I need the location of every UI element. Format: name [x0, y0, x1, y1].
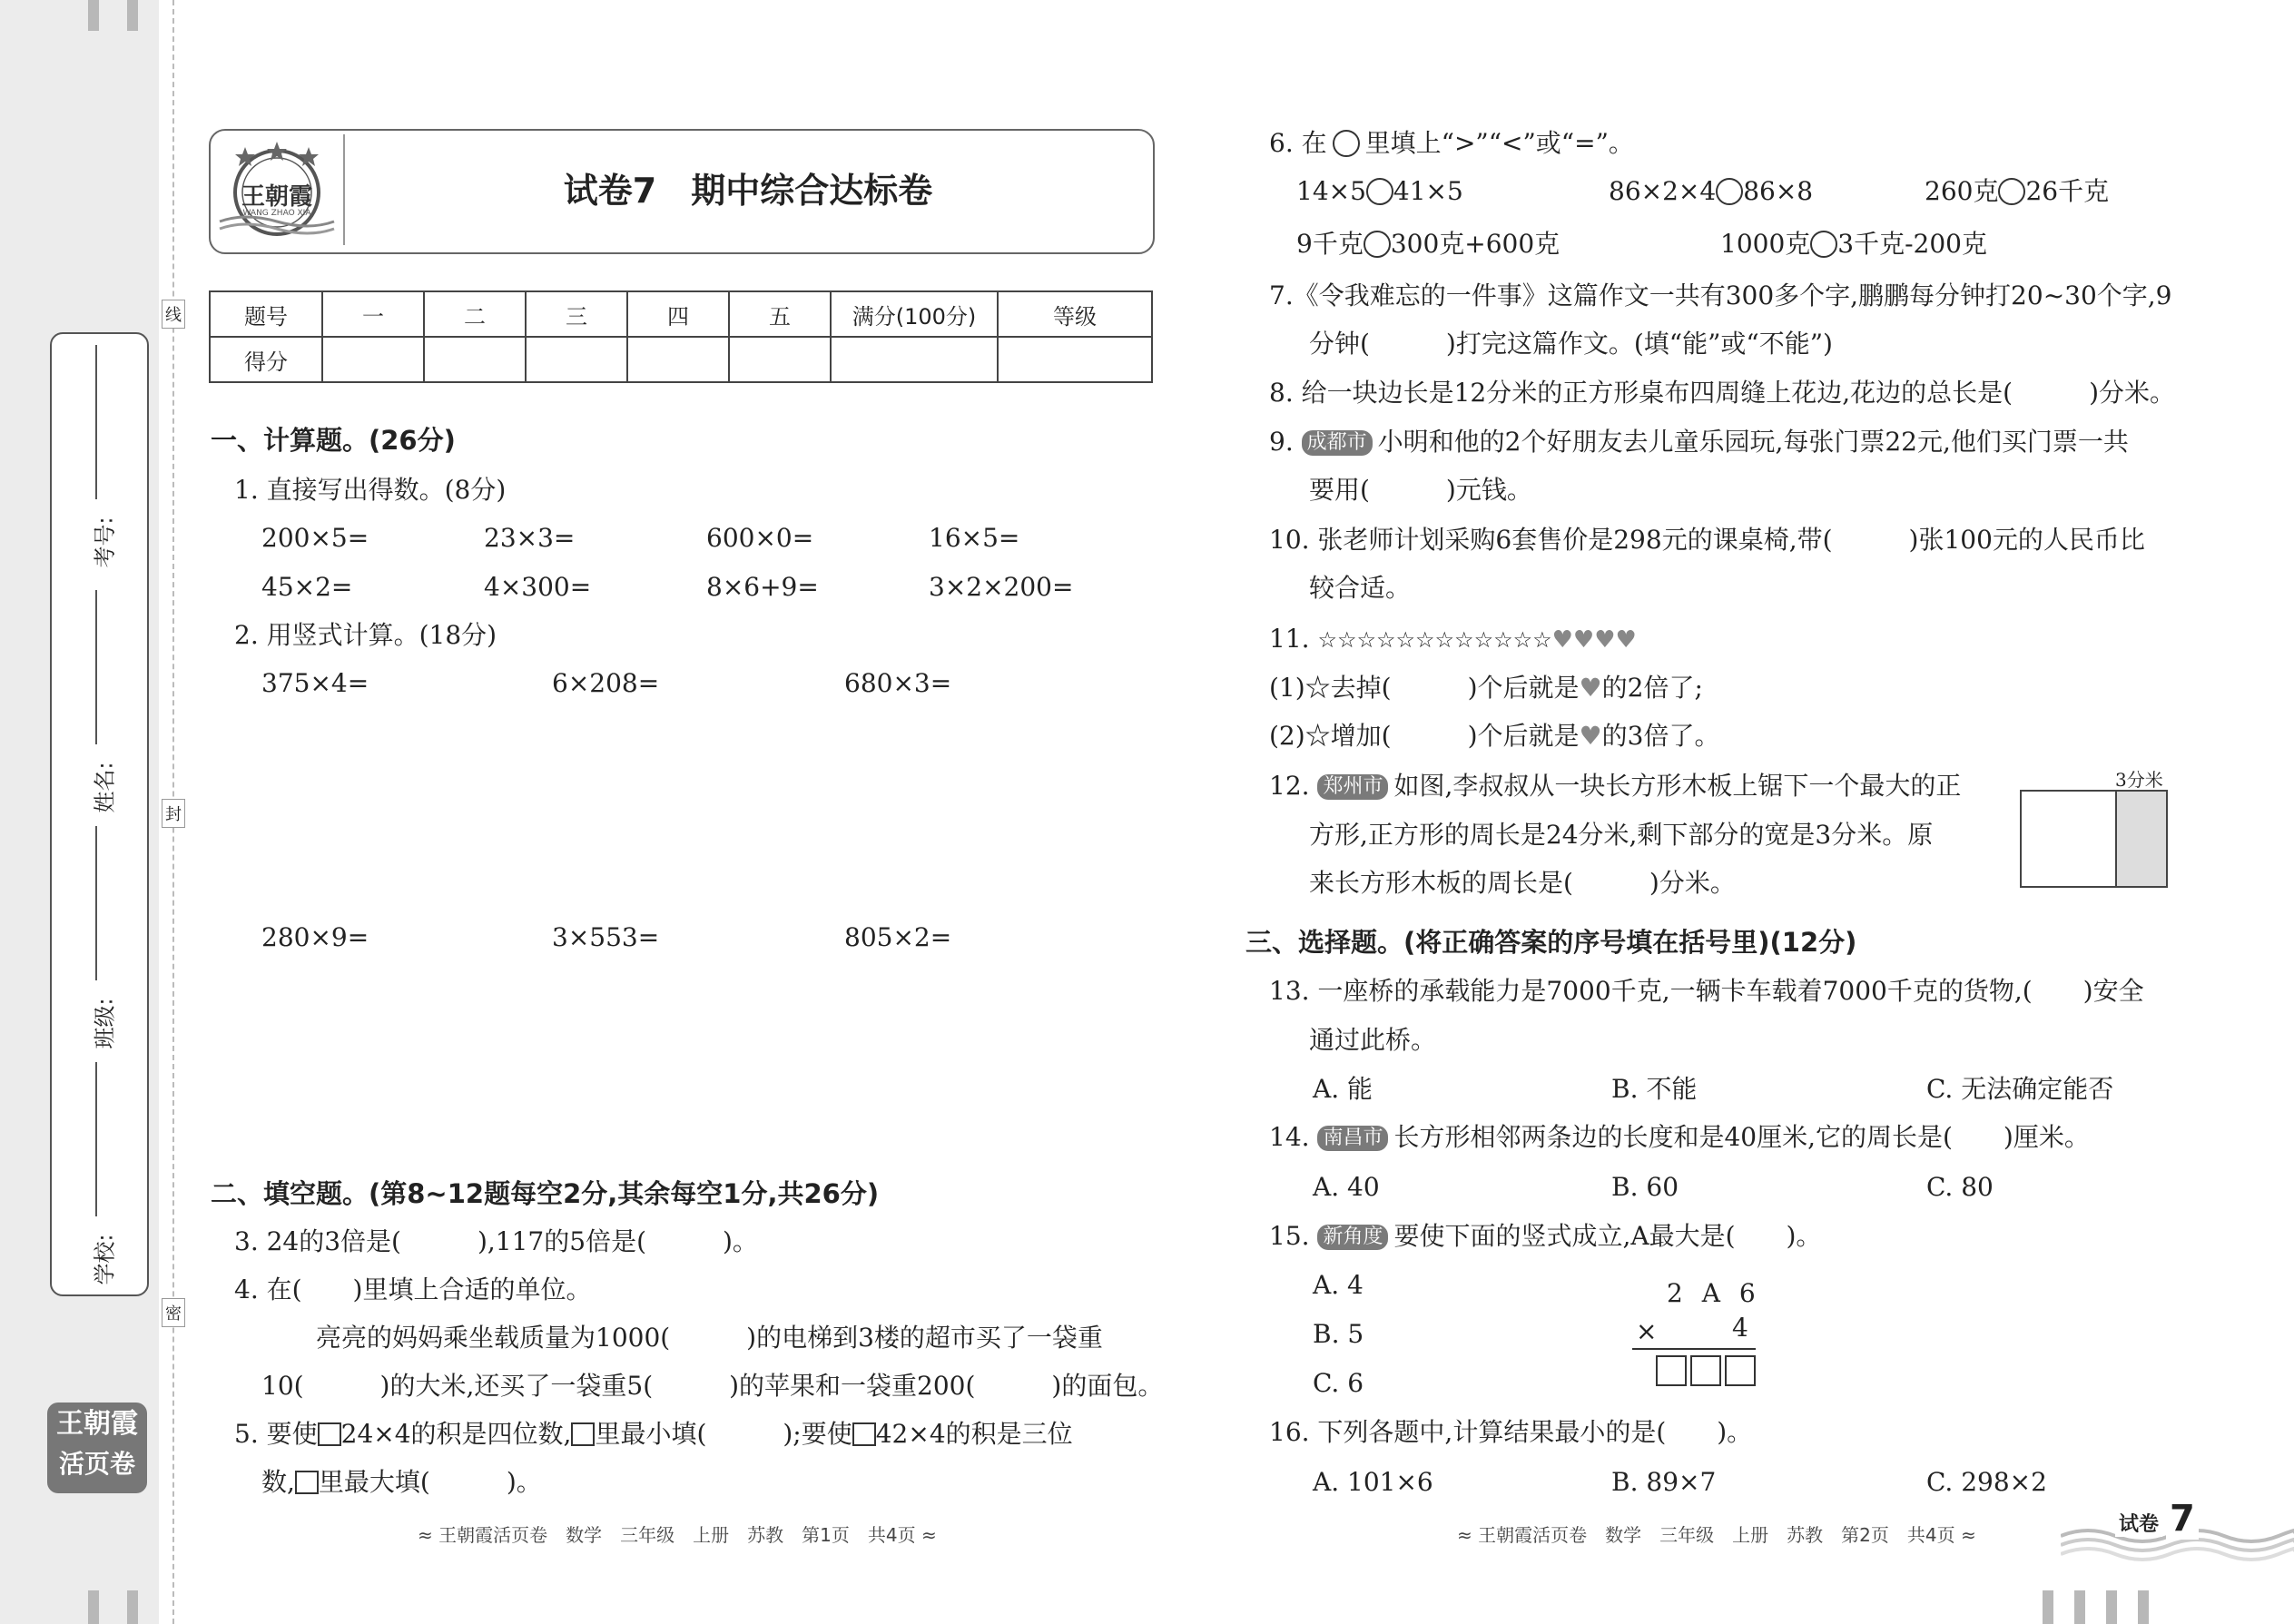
score-table-header: 三 — [526, 291, 627, 337]
q12-figure — [2020, 790, 2168, 888]
q8-text: 8. 给一块边长是12分米的正方形桌布四周缝上花边,花边的总长是( )分米。 — [1269, 378, 2175, 408]
region-tag: 郑州市 — [1317, 774, 1388, 800]
bottom-marker-6 — [2138, 1590, 2149, 1624]
q6-item: 9千克 300克+600克 — [1296, 229, 1561, 259]
logo-text: 王朝霞 — [241, 183, 312, 211]
section2-heading: 二、填空题。(第8~12题每空2分,其余每空1分,共26分) — [211, 1178, 880, 1209]
score-cell[interactable] — [526, 337, 627, 382]
q11-line: 11. ☆☆☆☆☆☆☆☆☆☆☆☆♥♥♥♥ — [1269, 624, 1637, 654]
q13-line1: 13. 一座桥的承载能力是7000千克,一辆卡车载着7000千克的货物,( )安全 — [1269, 976, 2144, 1006]
compare-circle[interactable] — [1366, 178, 1393, 205]
score-table-header: 五 — [729, 291, 831, 337]
q2-item: 680×3= — [844, 668, 952, 698]
q12-figure-label: 3分米 — [2115, 769, 2163, 791]
footer-deco: ≈ — [1457, 1524, 1472, 1546]
q14-option[interactable]: C. 80 — [1926, 1172, 1994, 1202]
heart-icon: ♥ — [1579, 673, 1602, 703]
section1-heading: 一、计算题。(26分) — [211, 425, 456, 456]
q4-line1: 亮亮的妈妈乘坐载质量为1000( )的电梯到3楼的超市买了一袋重 — [316, 1323, 1103, 1353]
q13-option[interactable]: A. 能 — [1313, 1074, 1373, 1104]
q10-line2: 较合适。 — [1309, 573, 1412, 603]
school-field[interactable]: 学校: — [86, 1062, 113, 1280]
q1-item: 16×5= — [929, 523, 1020, 553]
q1-item: 4×300= — [484, 572, 592, 602]
q15-option[interactable]: B. 5 — [1313, 1319, 1364, 1349]
vertical-operator: × — [1636, 1316, 1658, 1346]
blank-square[interactable] — [571, 1422, 595, 1446]
q12-line3: 来长方形木板的周长是( )分米。 — [1309, 868, 1736, 898]
q15-line: 15. 新角度 要使下面的竖式成立,A最大是( )。 — [1269, 1221, 1822, 1251]
q2-item: 805×2= — [844, 922, 952, 952]
blank-square[interactable] — [295, 1471, 319, 1494]
q9-line2: 要用( )元钱。 — [1309, 475, 1532, 505]
q2-item: 280×9= — [261, 922, 369, 952]
footer-deco: ≈ — [921, 1524, 937, 1546]
q16-option[interactable]: B. 89×7 — [1611, 1467, 1717, 1497]
answer-boxes — [1656, 1355, 1756, 1386]
q2-item: 6×208= — [552, 668, 660, 698]
section3-heading: 三、选择题。(将正确答案的序号填在括号里)(12分) — [1245, 927, 1857, 958]
q6-item: 1000克 3千克-200克 — [1720, 229, 1987, 259]
q1-item: 600×0= — [706, 523, 814, 553]
brand-stamp: 王朝霞 活页卷 — [47, 1403, 147, 1493]
vertical-rule — [1632, 1348, 1756, 1350]
q6-item: 14×5 41×5 — [1296, 176, 1463, 206]
compare-circle[interactable] — [1364, 231, 1391, 258]
q6-item: 260克 26千克 — [1925, 176, 2110, 206]
score-row-label: 得分 — [210, 337, 322, 382]
blank-square[interactable] — [318, 1422, 341, 1446]
q13-option[interactable]: C. 无法确定能否 — [1926, 1074, 2114, 1104]
name-field[interactable]: 姓名: — [86, 590, 113, 817]
q13-option[interactable]: B. 不能 — [1611, 1074, 1698, 1104]
score-cell[interactable] — [322, 337, 424, 382]
vertical-top-number: 2 A 6 — [1667, 1278, 1761, 1308]
score-cell[interactable] — [424, 337, 526, 382]
q12-line1: 12. 郑州市 如图,李叔叔从一块长方形木板上锯下一个最大的正 — [1269, 771, 1962, 801]
compare-circle[interactable] — [1333, 130, 1360, 157]
paper-badge — [2061, 1498, 2294, 1570]
footer-right: ≈ 王朝霞活页卷 数学 三年级 上册 苏教 第2页 共4页 ≈ — [1457, 1524, 1976, 1546]
score-cell[interactable] — [729, 337, 831, 382]
q14-option[interactable]: A. 40 — [1313, 1172, 1380, 1202]
q4-line2: 10( )的大米,还买了一袋重5( )的苹果和一袋重200( )的面包。 — [261, 1371, 1164, 1401]
compare-circle[interactable] — [1998, 178, 2025, 205]
q6-label: 6. 在 里填上“>”“<”或“=”。 — [1269, 128, 1634, 158]
q2-label: 2. 用竖式计算。(18分) — [234, 620, 497, 650]
q1-item: 45×2= — [261, 572, 353, 602]
q2-item: 375×4= — [261, 668, 369, 698]
footer-deco: ≈ — [418, 1524, 433, 1546]
q13-line2: 通过此桥。 — [1309, 1025, 1437, 1055]
logo-seal — [218, 138, 336, 241]
top-marker-2 — [127, 0, 138, 31]
region-tag: 成都市 — [1302, 430, 1373, 456]
q2-item: 3×553= — [552, 922, 660, 952]
q6-item: 86×2×4 86×8 — [1609, 176, 1814, 206]
blank-square[interactable] — [852, 1422, 876, 1446]
top-marker-1 — [88, 0, 99, 31]
score-table-header: 四 — [627, 291, 729, 337]
q15-option[interactable]: A. 4 — [1313, 1270, 1364, 1300]
score-table — [209, 290, 1153, 383]
paper-badge-number: 7 — [2166, 1498, 2199, 1540]
binding-char-feng: 封 — [162, 799, 185, 828]
score-cell[interactable] — [831, 337, 998, 382]
bottom-marker-4 — [2074, 1590, 2085, 1624]
score-table-score-row — [210, 337, 1152, 382]
q11-sub1: (1)☆去掉( )个后就是♥的2倍了; — [1269, 673, 1703, 703]
score-table-header-row — [210, 291, 1152, 337]
score-table-header: 二 — [424, 291, 526, 337]
answer-box[interactable] — [1690, 1355, 1721, 1386]
footer-left: ≈ 王朝霞活页卷 数学 三年级 上册 苏教 第1页 共4页 ≈ — [418, 1524, 937, 1546]
logo-subtext: WANG ZHAO XIA — [242, 209, 311, 218]
q3-text: 3. 24的3倍是( ),117的5倍是( )。 — [234, 1226, 758, 1256]
q16-option[interactable]: A. 101×6 — [1313, 1467, 1433, 1497]
q1-item: 8×6+9= — [706, 572, 819, 602]
q12-figure-remainder — [2115, 792, 2166, 886]
q14-line: 14. 南昌市 长方形相邻两条边的长度和是40厘米,它的周长是( )厘米。 — [1269, 1122, 2090, 1152]
binding-char-xian: 线 — [162, 300, 185, 329]
q12-line2: 方形,正方形的周长是24分米,剩下部分的宽是3分米。原 — [1309, 820, 1934, 850]
score-cell[interactable] — [627, 337, 729, 382]
compare-circle[interactable] — [1716, 178, 1743, 205]
q1-item: 3×2×200= — [929, 572, 1074, 602]
heart-icon: ♥ — [1579, 721, 1602, 751]
answer-box[interactable] — [1725, 1355, 1756, 1386]
region-tag: 南昌市 — [1317, 1126, 1388, 1151]
q5-line1: 5. 要使 24×4的积是四位数, 里最小填( );要使 42×4的积是三位 — [234, 1419, 1073, 1449]
q16-option[interactable]: C. 298×2 — [1926, 1467, 2047, 1497]
q7-line2: 分钟( )打完这篇作文。(填“能”或“不能”) — [1309, 329, 1833, 359]
star-row: ☆☆☆☆☆☆☆☆☆☆☆☆ — [1317, 627, 1552, 653]
score-table-header: 一 — [322, 291, 424, 337]
q1-item: 23×3= — [484, 523, 576, 553]
score-cell[interactable] — [998, 337, 1152, 382]
q10-line1: 10. 张老师计划采购6套售价是298元的课桌椅,带( )张100元的人民币比 — [1269, 525, 2145, 555]
q14-option[interactable]: B. 60 — [1611, 1172, 1679, 1202]
q9-line1: 9. 成都市 小明和他的2个好朋友去儿童乐园玩,每张门票22元,他们买门票一共 — [1269, 427, 2129, 457]
q4-label: 4. 在( )里填上合适的单位。 — [234, 1275, 592, 1304]
q16-text: 16. 下列各题中,计算结果最小的是( )。 — [1269, 1417, 1753, 1447]
bottom-marker-3 — [2043, 1590, 2053, 1624]
page-title: 试卷7 期中综合达标卷 — [563, 171, 933, 211]
paper-badge-label: 试卷 — [2115, 1509, 2162, 1537]
answer-box[interactable] — [1656, 1355, 1687, 1386]
binding-char-mi: 密 — [162, 1298, 185, 1327]
footer-deco: ≈ — [1960, 1524, 1976, 1546]
q1-item: 200×5= — [261, 523, 369, 553]
score-table-header: 满分(100分) — [831, 291, 998, 337]
q1-label: 1. 直接写出得数。(8分) — [234, 475, 507, 505]
vertical-multiplication — [1625, 1275, 1761, 1393]
compare-circle[interactable] — [1810, 231, 1837, 258]
student-fields — [50, 345, 145, 1285]
q7-line1: 7.《令我难忘的一件事》这篇作文一共有300多个字,鹏鹏每分钟打20~30个字,9 — [1269, 281, 2172, 310]
score-table-header: 等级 — [998, 291, 1152, 337]
heart-row: ♥♥♥♥ — [1551, 626, 1637, 654]
bottom-marker-5 — [2106, 1590, 2117, 1624]
exam-number-field[interactable]: 考号: — [86, 345, 113, 572]
bottom-marker-1 — [88, 1590, 99, 1624]
score-table-header: 题号 — [210, 291, 322, 337]
class-field[interactable]: 班级: — [86, 826, 113, 1053]
vertical-multiplier: 4 — [1732, 1313, 1748, 1343]
bottom-marker-2 — [127, 1590, 138, 1624]
tag-new-angle: 新角度 — [1317, 1225, 1388, 1250]
q5-line2: 数, 里最大填( )。 — [261, 1467, 542, 1497]
q15-option[interactable]: C. 6 — [1313, 1368, 1364, 1398]
q11-sub2: (2)☆增加( )个后就是♥的3倍了。 — [1269, 721, 1720, 751]
